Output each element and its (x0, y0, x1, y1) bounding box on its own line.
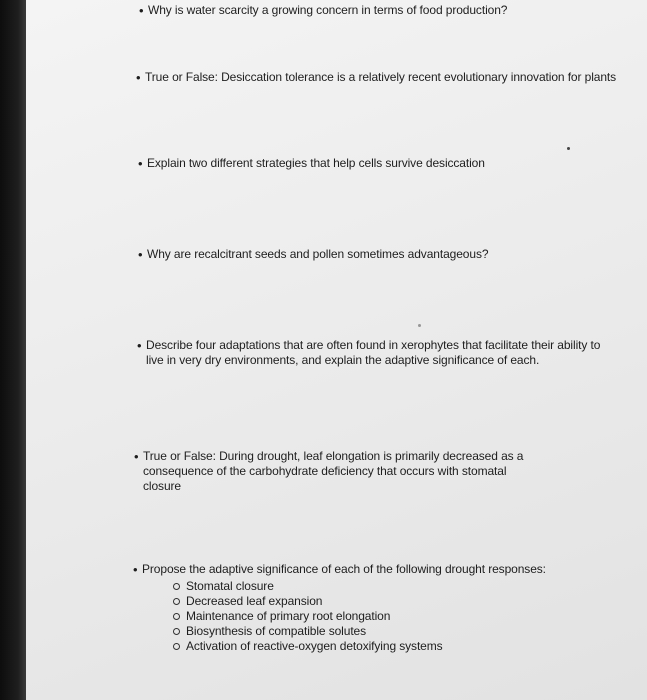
question-text: Why is water scarcity a growing concern in terms of food production? (148, 3, 508, 17)
question-text: Propose the adaptive significance of each of the following drought responses: (142, 562, 546, 576)
list-item: Stomatal closure (186, 579, 612, 594)
question-7 (133, 562, 612, 654)
circle-bullet-icon (173, 643, 180, 650)
stray-mark (418, 324, 421, 327)
question-5 (137, 338, 614, 368)
bullet-icon: • (134, 449, 139, 464)
question-4 (138, 247, 627, 262)
bullet-icon: • (136, 70, 141, 85)
drought-responses-list (142, 579, 612, 654)
circle-bullet-icon (173, 613, 180, 620)
stray-mark (567, 147, 570, 150)
list-item: Maintenance of primary root elongation (186, 609, 612, 624)
circle-bullet-icon (173, 583, 180, 590)
bullet-icon: • (139, 3, 144, 18)
question-3 (138, 156, 627, 171)
question-text: Describe four adaptations that are often found in xerophytes that facilitate their ability to live in very dry environments, and explain the adaptive significance of each. (146, 338, 601, 367)
list-item: Decreased leaf expansion (186, 594, 612, 609)
question-text: True or False: Desiccation tolerance is a relatively recent evolutionary innovation for plants (145, 70, 617, 84)
circle-bullet-icon (173, 598, 180, 605)
bullet-icon: • (138, 156, 143, 171)
question-text: Why are recalcitrant seeds and pollen sometimes advantageous? (147, 247, 489, 261)
question-2 (136, 70, 620, 85)
bullet-icon: • (137, 338, 142, 353)
bullet-icon: • (138, 247, 143, 262)
list-item: Activation of reactive-oxygen detoxifying systems (186, 639, 612, 654)
bullet-icon: • (133, 562, 138, 577)
circle-bullet-icon (173, 628, 180, 635)
question-text: True or False: During drought, leaf elongation is primarily decreased as a consequence of the carbohydrate deficiency that occurs with stomatal closure (143, 449, 524, 493)
document-page (26, 0, 647, 700)
question-text: Explain two different strategies that help cells survive desiccation (147, 156, 485, 170)
list-item: Biosynthesis of compatible solutes (186, 624, 612, 639)
question-6 (134, 449, 538, 494)
dark-left-edge (0, 0, 26, 700)
question-1 (139, 3, 628, 18)
